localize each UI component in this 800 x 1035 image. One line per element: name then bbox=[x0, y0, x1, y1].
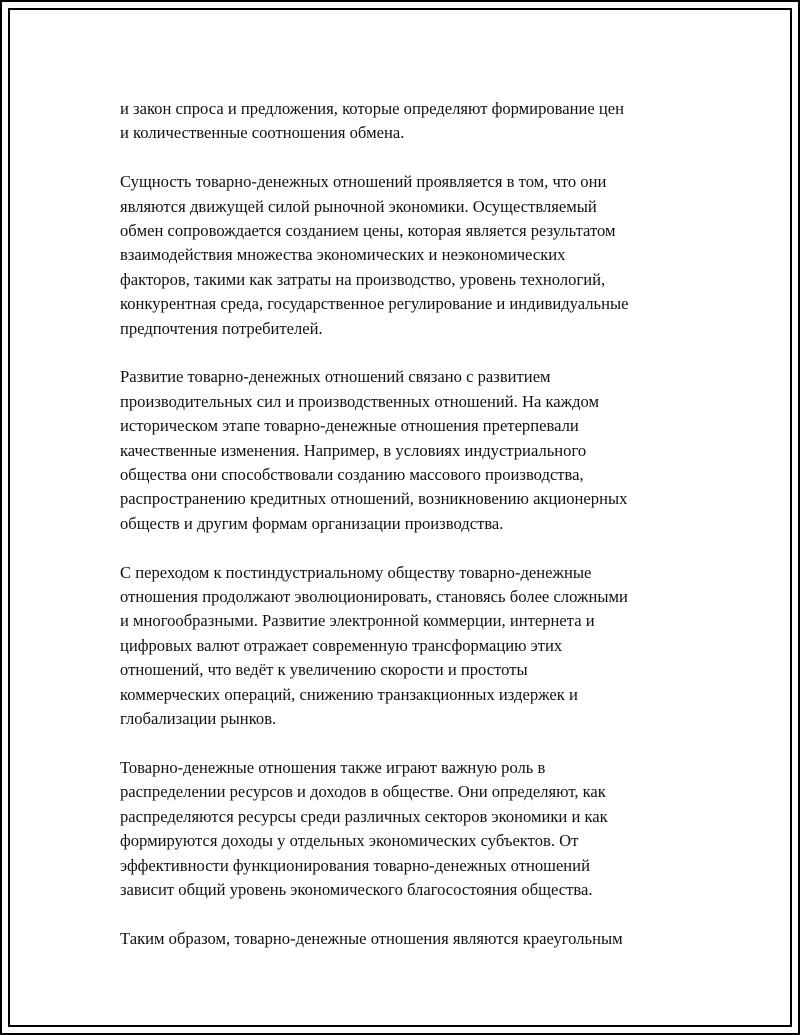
paragraph: Товарно-денежные отношения также играют важную роль в распределении ресурсов и доходов в обществе. Они определяют, как распределяются ресурсы среди различных секторов экономики и как формируются доходы у отдельных экономических субъектов. От эффективности функционирования товарно-денежных отношений зависит общий уровень экономического благосостояния общества. bbox=[120, 757, 608, 899]
paragraph: Сущность товарно-денежных отношений проявляется в том, что они являются движущей силой рыночной экономики. Осуществляемый обмен сопровождается созданием цены, которая является результатом взаимодействия множества экономических и неэкономических факторов, такими как затраты на производство, уровень технологий, конкурентная среда, государственное регулирование и индивидуальные предпочтения потребителей. bbox=[120, 172, 629, 338]
paragraph: Развитие товарно-денежных отношений связано с развитием производительных сил и производственных отношений. На каждом историческом этапе товарно-денежные отношения претерпевали качественные изменения. Например, в условиях индустриального общества они способствовали созданию массового производства, распространению кредитных отношений, возникновению акционерных обществ и другим формам организации производства. bbox=[120, 367, 628, 533]
paragraph: Таким образом, товарно-денежные отношения являются краеугольным bbox=[120, 928, 623, 948]
paragraph: С переходом к постиндустриальному обществу товарно-денежные отношения продолжают эволюционировать, становясь более сложными и многообразными. Развитие электронной коммерции, интернета и цифровых валют отражает современную трансформацию этих отношений, что ведёт к увеличению скорости и простоты коммерческих операций, снижению транзакционных издержек и глобализации рынков. bbox=[120, 562, 628, 729]
paragraph: и закон спроса и предложения, которые определяют формирование цен и количественные соотношения обмена. bbox=[120, 99, 625, 143]
document-body bbox=[120, 97, 710, 976]
